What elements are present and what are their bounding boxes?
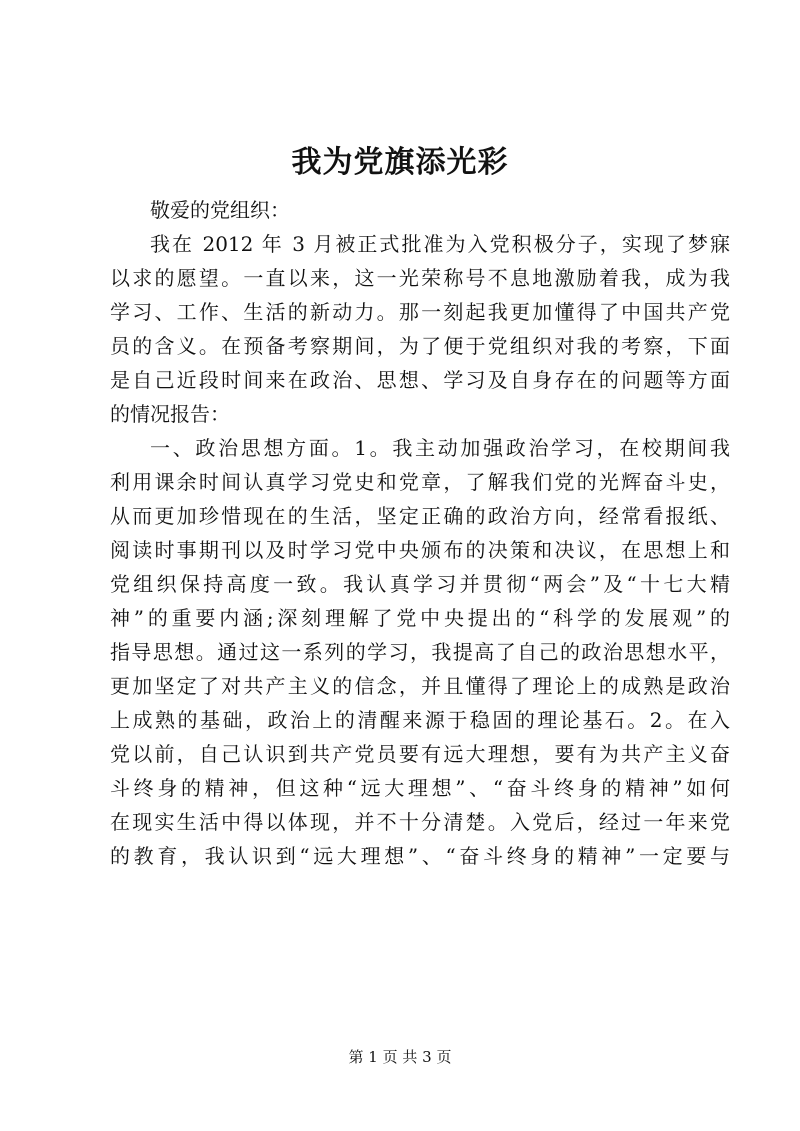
salutation-line: 敬爱的党组织：: [150, 198, 290, 222]
body-line: 上成熟的基础，政治上的清醒来源于稳固的理论基石。2。在入: [110, 708, 730, 732]
body-line: 更加坚定了对共产主义的信念，并且懂得了理论上的成熟是政治: [110, 674, 730, 698]
body-line: 是自己近段时间来在政治、思想、学习及自身存在的问题等方面: [110, 368, 730, 392]
body-line: 我在 2012 年 3 月被正式批准为入党积极分子，实现了梦寐: [150, 232, 730, 256]
body-line: 利用课余时间认真学习党史和党章，了解我们党的光辉奋斗史，: [110, 470, 730, 494]
body-line: 员的含义。在预备考察期间，为了便于党组织对我的考察，下面: [110, 334, 730, 358]
body-line: 的情况报告：: [110, 402, 230, 426]
body-line: 指导思想。通过这一系列的学习，我提高了自己的政治思想水平，: [110, 640, 730, 664]
document-title: 我为党旗添光彩: [291, 145, 509, 180]
body-line: 阅读时事期刊以及时学习党中央颁布的决策和决议，在思想上和: [110, 538, 730, 562]
page-number-footer: 第 1 页 共 3 页: [348, 1048, 452, 1066]
body-line: 斗终身的精神，但这种“远大理想”、“奋斗终身的精神”如何: [110, 776, 730, 800]
body-line: 的教育，我认识到“远大理想”、“奋斗终身的精神”一定要与: [110, 844, 730, 868]
body-line: 党组织保持高度一致。我认真学习并贯彻“两会”及“十七大精: [110, 572, 730, 596]
body-line: 党以前，自己认识到共产党员要有远大理想，要有为共产主义奋: [110, 742, 730, 766]
body-line: 以求的愿望。一直以来，这一光荣称号不息地激励着我，成为我: [110, 266, 730, 290]
body-line: 从而更加珍惜现在的生活，坚定正确的政治方向，经常看报纸、: [110, 504, 730, 528]
document-body: [110, 193, 730, 873]
body-line: 学习、工作、生活的新动力。那一刻起我更加懂得了中国共产党: [110, 300, 730, 324]
body-line: 神”的重要内涵;深刻理解了党中央提出的“科学的发展观”的: [110, 606, 730, 630]
body-line: 在现实生活中得以体现，并不十分清楚。入党后，经过一年来党: [110, 810, 730, 834]
body-line: 一、政治思想方面。1。我主动加强政治学习，在校期间我: [150, 436, 730, 460]
